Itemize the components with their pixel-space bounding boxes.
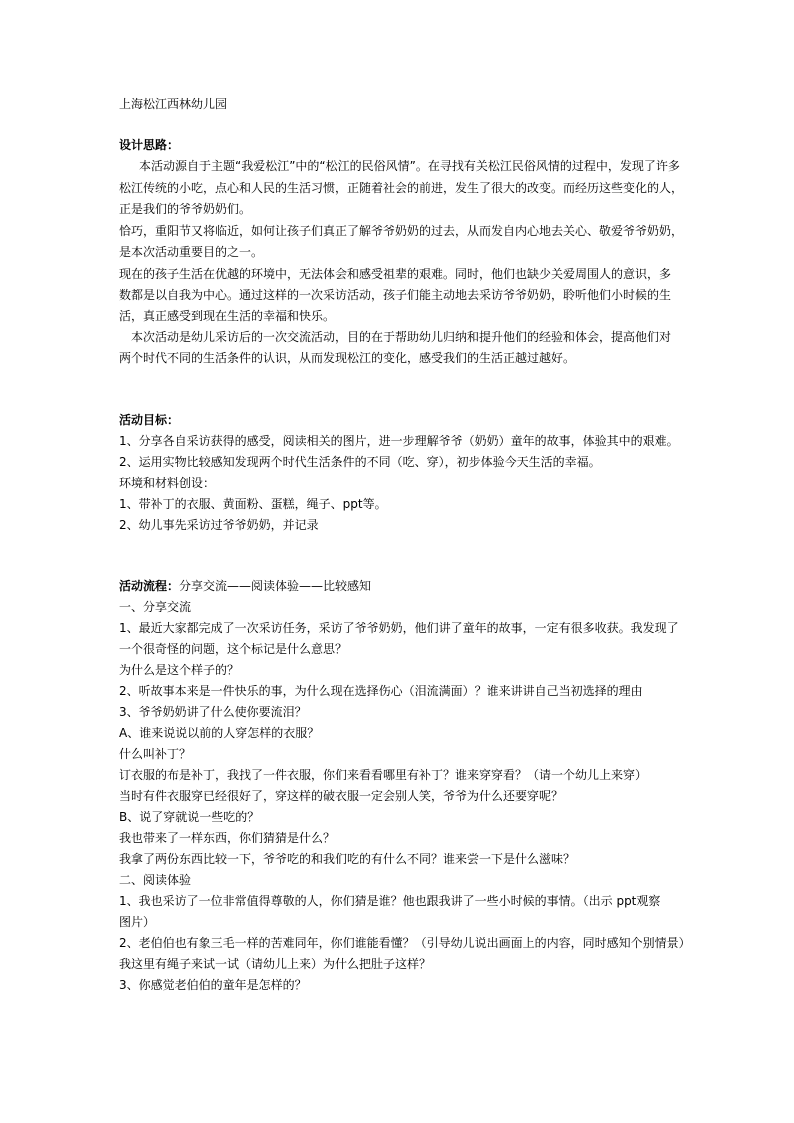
- process-line: 什么叫补丁？: [119, 747, 192, 761]
- goals-line: 2、运用实物比较感知发现两个时代生活条件的不同（吃、穿），初步体验今天生活的幸福。: [119, 455, 601, 469]
- process-line: 2、老伯伯也有象三毛一样的苦难同年，你们谁能看懂？（引导幼儿说出画面上的内容，同时感知个别情景）: [119, 936, 691, 950]
- process-line: 图片）: [119, 915, 156, 929]
- design-line: 是本次活动重要目的之一。: [119, 245, 264, 259]
- process-line: 一、分享交流: [119, 600, 192, 614]
- process-line: 当时有件衣服穿已经很好了，穿这样的破衣服一定会别人笑，爷爷为什么还要穿呢？: [119, 789, 564, 803]
- materials-line: 2、幼儿事先采访过爷爷奶奶，并记录: [119, 518, 319, 532]
- design-heading: 设计思路：: [119, 138, 180, 152]
- design-line: 活，真正感受到现在生活的幸福和快乐。: [119, 309, 336, 323]
- process-line: 我拿了两份东西比较一下，爷爷吃的和我们吃的有什么不同？谁来尝一下是什么滋味？: [119, 852, 576, 866]
- process-line: 1、最近大家都完成了一次采访任务，采访了爷爷奶奶，他们讲了童年的故事，一定有很多收获。我发现了: [119, 621, 679, 635]
- materials-heading: 环境和材料创设：: [119, 476, 216, 490]
- process-heading-line: [119, 578, 371, 594]
- design-line: 松江传统的小吃，点心和人民的生活习惯，正随着社会的前进，发生了很大的改变。而经历这些变化的人，: [119, 181, 684, 195]
- design-line: 本活动源自于主题“我爱松江”中的“松江的民俗风情”。在寻找有关松江民俗风情的过程中，发现了许多: [139, 159, 680, 173]
- process-line: 1、我也采访了一位非常值得尊敬的人，你们猜是谁？他也跟我讲了一些小时候的事情。（出示 ppt观察: [119, 894, 661, 908]
- goals-line: 1、分享各自采访获得的感受，阅读相关的图片，进一步理解爷爷（奶奶）童年的故事，体验其中的艰难。: [119, 434, 679, 448]
- school-name: 上海松江西林幼儿园: [119, 97, 228, 111]
- process-line: 我这里有绳子来试一试（请幼儿上来）为什么把肚子这样？: [119, 957, 432, 971]
- process-line: 3、你感觉老伯伯的童年是怎样的？: [119, 978, 307, 992]
- design-line: 本次活动是幼儿采访后的一次交流活动，目的在于帮助幼儿归纳和提升他们的经验和体会，提高他们对: [131, 330, 672, 344]
- process-line: 二、阅读体验: [119, 873, 192, 887]
- process-line: 订衣服的布是补丁，我找了一件衣服，你们来看看哪里有补丁？谁来穿穿看？（请一个幼儿上来穿）: [119, 768, 648, 782]
- process-flow: 分享交流——阅读体验——比较感知: [179, 579, 372, 593]
- design-line: 现在的孩子生活在优越的环境中，无法体会和感受祖辈的艰难。同时，他们也缺少关爱周围人的意识，多: [119, 267, 672, 281]
- process-line: 一个很奇怪的问题，这个标记是什么意思？: [119, 642, 348, 656]
- process-line: B、说了穿就说一些吃的？: [119, 810, 260, 824]
- design-line: 正是我们的爷爷奶奶们。: [119, 202, 252, 216]
- materials-line: 1、带补丁的衣服、黄面粉、蛋糕，绳子、ppt等。: [119, 497, 387, 511]
- process-line: 2、听故事本来是一件快乐的事，为什么现在选择伤心（泪流满面）？谁来讲讲自己当初选择的理由: [119, 684, 643, 698]
- process-line: 我也带来了一样东西，你们猜猜是什么？: [119, 831, 336, 845]
- design-line: 恰巧，重阳节又将临近，如何让孩子们真正了解爷爷奶奶的过去，从而发自内心地去关心、敬爱爷爷奶奶，: [119, 224, 684, 238]
- process-line: A、谁来说说以前的人穿怎样的衣服？: [119, 726, 320, 740]
- design-line: 两个时代不同的生活条件的认识，从而发现松江的变化，感受我们的生活正越过越好。: [119, 351, 576, 365]
- process-line: 3、爷爷奶奶讲了什么使你要流泪？: [119, 705, 307, 719]
- goals-heading: 活动目标：: [119, 413, 180, 427]
- design-line: 数都是以自我为中心。通过这样的一次采访活动，孩子们能主动地去采访爷爷奶奶，聆听他们小时候的生: [119, 288, 672, 302]
- process-line: 为什么是这个样子的？: [119, 663, 240, 677]
- process-heading: 活动流程：: [119, 579, 180, 593]
